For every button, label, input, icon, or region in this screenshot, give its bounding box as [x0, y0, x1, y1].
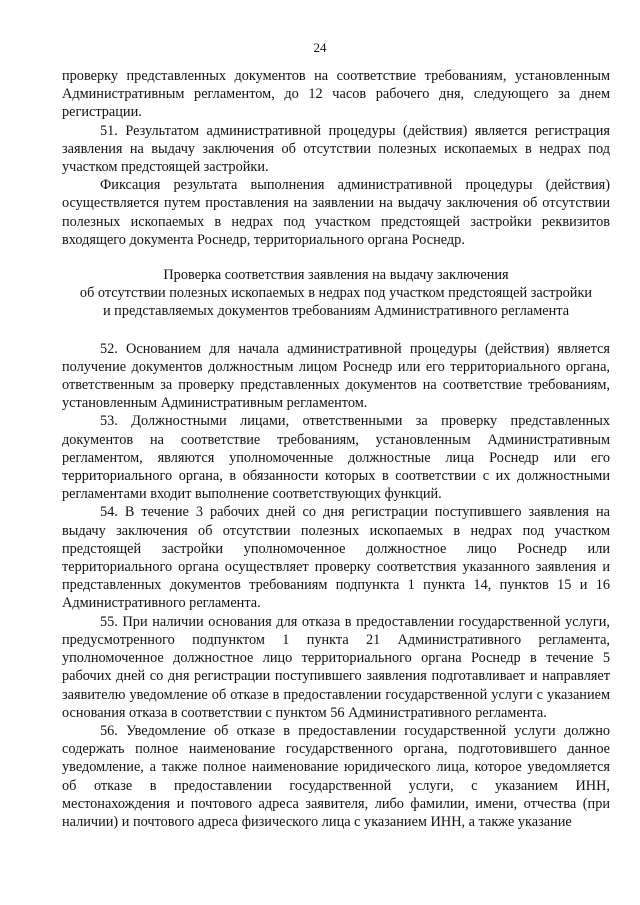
section-heading-line-1: Проверка соответствия заявления на выдачу заключения	[163, 267, 509, 284]
section-heading-line-3: и представляемых документов требованиям Административного регламента	[102, 303, 570, 320]
paragraph-55: 55. При наличии основания для отказа в предоставлении государственной услуги, предусмотренного подпунктом 1 пункта 21 Административного регламента, уполномоченное должностное лицо территориального органа Роснедр в течение 5 рабочих дней со дня регистрации поступившего заявления подготавливает и направляет заявителю уведомление об отказе в предоставлении государственной услуги с указанием основания отказа в соответствии с пунктом 56 Административного регламента.	[62, 613, 610, 721]
document-body	[62, 67, 610, 831]
paragraph-continuation: проверку представленных документов на соответствие требованиям, установленным Административным регламентом, до 12 часов рабочего дня, следующего за днем регистрации.	[62, 68, 610, 121]
paragraph-53: 53. Должностными лицами, ответственными за проверку представленных документов на соответствие требованиям, установленным Административным регламентом, являются уполномоченные должностные лица Роснедр или его территориального органа, в обязанности которых в соответствии с их должностными регламентами входит выполнение соответствующих функций.	[62, 413, 610, 503]
section-heading	[62, 266, 610, 321]
paragraph-54: 54. В течение 3 рабочих дней со дня регистрации поступившего заявления на выдачу заключения об отсутствии полезных ископаемых в недрах под участком предстоящей застройки уполномоченное должностное лицо Роснедр или территориального органа осуществляет проверку соответствия указанного заявления и представленных документов требованиям подпункта 1 пункта 14, пунктов 15 и 16 Административного регламента.	[62, 504, 610, 612]
paragraph-fixation: Фиксация результата выполнения административной процедуры (действия) осуществляется путем проставления на заявлении на выдачу заключения об отсутствии полезных ископаемых в недрах под участком предстоящей застройки реквизитов входящего документа Роснедр, территориального органа Роснедр.	[62, 177, 610, 248]
paragraph-56: 56. Уведомление об отказе в предоставлении государственной услуги должно содержать полное наименование государственного органа, подготовившего данное уведомление, а также полное наименование юридического лица, которое уведомляется об отказе в предоставлении государственной услуги, с указанием ИНН, местонахождения и почтового адреса заявителя, либо фамилии, имени, отчества (при наличии) и почтового адреса физического лица с указанием ИНН, а также указание	[62, 722, 610, 830]
paragraph-51: 51. Результатом административной процедуры (действия) является регистрация заявления на выдачу заключения об отсутствии полезных ископаемых в недрах под участком предстоящей застройки.	[62, 122, 610, 176]
section-heading-line-2: об отсутствии полезных ископаемых в недрах под участком предстоящей застройки	[79, 285, 593, 302]
page-number: 24	[313, 40, 327, 55]
paragraph-52: 52. Основанием для начала административной процедуры (действия) является получение документов должностным лицом Роснедр или его территориального органа, ответственным за проверку представленных документов на соответствие требованиям, установленным Административным регламентом.	[62, 340, 610, 412]
